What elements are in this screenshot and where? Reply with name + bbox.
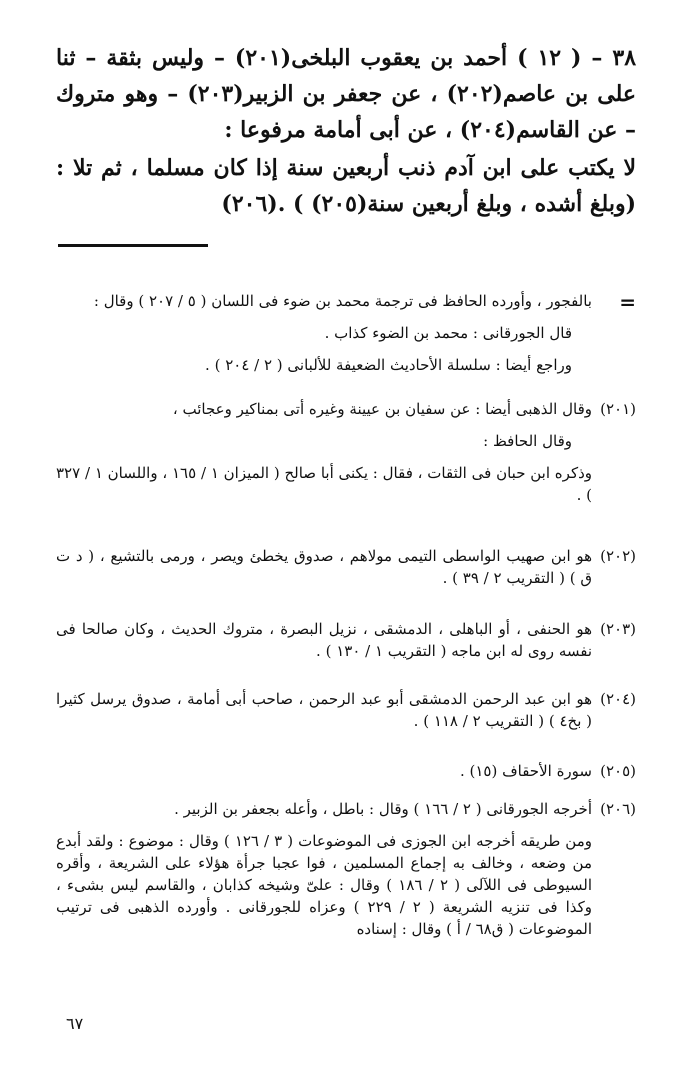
footnote-206 xyxy=(56,798,636,950)
footnote-separator xyxy=(58,244,208,247)
footnote-line: وراجع أيضا : سلسلة الأحاديث الضعيفة للألبانى ( ٢ / ٢٠٤ ) . xyxy=(205,356,572,374)
footnote-number: (٢٠٥) xyxy=(600,762,636,780)
footnote-line: ومن طريقه أخرجه ابن الجوزى فى الموضوعات ( ٣ / ١٢٦ ) وقال : موضوع : ولقد أبدع من وضعه ، وخالف به إجماع المسلمين ، فوا عجبا جرأة هؤلاء على الشريعة ، وأقره السيوطى فى اللآلى ( ٢ / ١٨٦ ) وقال : علىّ وشيخه كذابان ، والقاسم ليس بشىء ، وكذا فى تنزيه الشريعة ( ٢ / ٢٢٩ ) وعزاه للجورقانى . وأورده الذهبى فى ترتيب الموضوعات ( ق٦٨ / أ ) وقال : إسناده xyxy=(56,832,592,938)
footnote-line: أخرجه الجورقانى ( ٢ / ١٦٦ ) وقال : باطل ، وأعله بجعفر بن الزبير . xyxy=(174,800,592,818)
continuation-marker: = xyxy=(619,290,636,314)
hadith-text: لا يكتب على ابن آدم ذنب أربعين سنة إذا كان مسلما ، ثم تلا : (وبلغ أشده ، وبلغ أربعين سنة(٢٠٥) ) .(٢٠٦) xyxy=(56,155,636,217)
footnote-continuation xyxy=(56,290,636,386)
footnote-line: بالفجور ، وأورده الحافظ فى ترجمة محمد بن ضوء فى اللسان ( ٥ / ٢٠٧ ) وقال : xyxy=(93,292,592,310)
footnote-line: وذكره ابن حبان فى الثقات ، فقال : يكنى أبا صالح ( الميزان ١ / ١٦٥ ، واللسان ١ / ٣٢٧ ) . xyxy=(56,464,593,504)
footnote-number: (٢٠٢) xyxy=(600,547,636,565)
footnote-203 xyxy=(56,618,636,672)
footnote-line: هو ابن عبد الرحمن الدمشقى أبو عبد الرحمن ، صاحب أبى أمامة ، صدوق يرسل كثيرا ( بخ٤ ) ( التقريب ٢ / ١١٨ ) . xyxy=(56,690,592,730)
footnote-line: سورة الأحقاف (١٥) . xyxy=(459,762,592,780)
footnote-line: هو ابن صهيب الواسطى التيمى مولاهم ، صدوق يخطئ ويصر ، ورمى بالتشيع ، ( د ت ق ) ( التقريب ٢ / ٣٩ ) . xyxy=(56,547,592,587)
footnote-number: (٢٠٦) xyxy=(600,800,636,818)
footnote-204 xyxy=(56,688,636,742)
footnote-line: قال الجورقانى : محمد بن الضوء كذاب . xyxy=(324,324,572,342)
main-text xyxy=(56,40,636,222)
footnote-201 xyxy=(56,398,636,516)
footnote-205 xyxy=(56,760,636,792)
footnote-number: (٢٠٤) xyxy=(600,690,636,708)
footnote-line: هو الحنفى ، أو الباهلى ، الدمشقى ، نزيل البصرة ، متروك الحديث ، وكان صالحا فى نفسه روى له ابن ماجه ( التقريب ١ / ١٣٠ ) . xyxy=(56,620,592,660)
footnote-202 xyxy=(56,545,636,599)
footnote-number: (٢٠١) xyxy=(600,400,636,418)
footnote-line: وقال الذهبى أيضا : عن سفيان بن عيينة وغيره أتى بمناكير وعجائب ، xyxy=(172,400,592,418)
hadith-entry: ٣٨ – ( ١٢ ) أحمد بن يعقوب البلخى(٢٠١) – وليس بثقة – ثنا على بن عاصم(٢٠٢) ، عن جعفر بن الزبير(٢٠٣) – وهو متروك – عن القاسم(٢٠٤) ، عن أبى أمامة مرفوعا : xyxy=(56,45,637,143)
page-number: ٦٧ xyxy=(66,1014,84,1033)
footnote-line: وقال الحافظ : xyxy=(483,432,572,450)
footnote-number: (٢٠٣) xyxy=(600,620,636,638)
